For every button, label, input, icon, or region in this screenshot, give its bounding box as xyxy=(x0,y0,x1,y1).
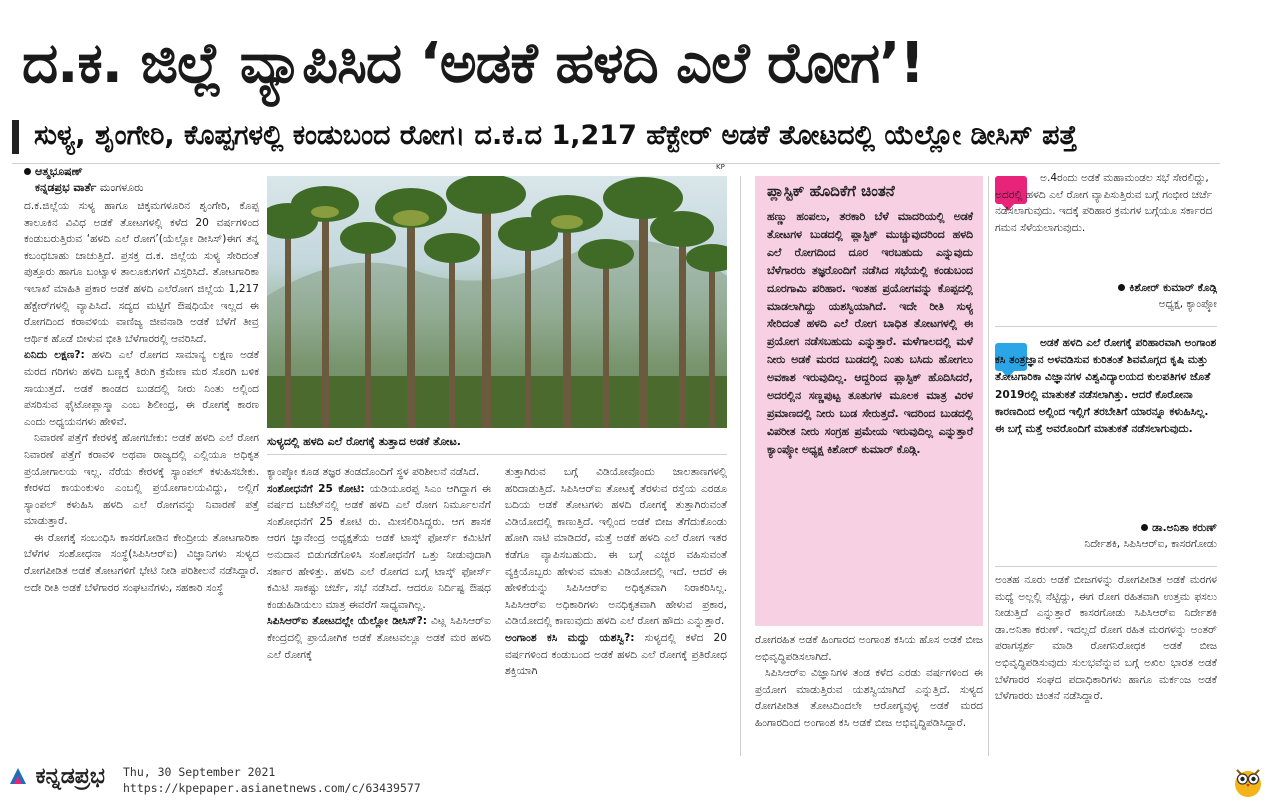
col3-subhead-tissue: ಅಂಗಾಂಶ ಕಸಿ ಮದ್ದು ಯಶಸ್ವಿ?: xyxy=(505,631,635,644)
quote-1-name: ಕಿಶೋರ್ ಕುಮಾರ್ ಕೊಡ್ಗಿ xyxy=(1129,282,1217,294)
photo-credit: KP xyxy=(716,163,725,171)
col2-paragraph-1: ಕ್ಯಾಂಪ್ಕೋ ಕೂಡ ತಜ್ಞರ ತಂಡದೊಂದಿಗೆ ಸ್ಥಳ ಪರಿಶೀಲನೆ ನಡೆಸಿದೆ. xyxy=(267,466,480,478)
column-divider xyxy=(740,176,741,756)
col1-paragraph-2: ಹಳದಿ ಎಲೆ ರೋಗದ ಸಾಮಾನ್ಯ ಲಕ್ಷಣ ಅಡಕೆ ಮರದ ಗರಿಗಳು ಹಳದಿ ಬಣ್ಣಕ್ಕೆ ತಿರುಗಿ ಕ್ರಮೇಣ ಮರ ಸೊರಗಿ ಬಳಿಕ ಸಾಯುತ್ತದೆ. ಅಡಕೆ ಕಾಂಡದ ಬುಡದಲ್ಲಿ ನೀರು ನಿಂತು ಅಲ್ಲಿಂದ ಪಸರಿಸುವ ಫೈಟೋಪ್ಲಾಸ್ಮಾ ಎಂಬ ಶಿಲೀಂಧ್ರ, ಈ ರೋಗಕ್ಕೆ ಕಾರಣ ಎಂದು ಅಧ್ಯಯನಗಳು ಹೇಳಿವೆ. xyxy=(24,349,259,428)
quote-2-text: ಅಡಕೆ ಹಳದಿ ಎಲೆ ರೋಗಕ್ಕೆ ಪರಿಹಾರವಾಗಿ ಅಂಗಾಂಶ ಕಸಿ ತಂತ್ರಜ್ಞಾನ ಅಳವಡಿಸುವ ಕುರಿತಂತೆ ಶಿವಮೊಗ್ಗದ ಕೃಷಿ ಮತ್ತು ತೋಟಗಾರಿಕಾ ವಿಜ್ಞಾನಗಳ ವಿಶ್ವವಿದ್ಯಾಲಯದ ಕುಲಪತಿಗಳ ಜೊತೆ 2019ರಲ್ಲಿ ಮಾತುಕತೆ ನಡೆಸಲಾಗಿತ್ತು. ಆದರೆ ಕೊರೋನಾ ಕಾರಣದಿಂದ ಅಲ್ಲಿಂದ ಇಲ್ಲಿಗೆ ತರಬೇತಿಗೆ ಯಾರನ್ನೂ ಕಳುಹಿಸಿಲ್ಲ. ಈ ಬಗ್ಗೆ ಮತ್ತೆ ಅವರೊಂದಿಗೆ ಮಾತುಕತೆ ನಡೆಸಲಾಗುವುದು. xyxy=(995,337,1217,436)
photo-caption: ಸುಳ್ಯದಲ್ಲಿ ಹಳದಿ ಎಲೆ ರೋಗಕ್ಕೆ ತುತ್ತಾದ ಅಡಕೆ ತೋಟ. xyxy=(267,435,461,448)
divider xyxy=(995,326,1217,327)
bullet-icon xyxy=(24,168,31,175)
subheadline: ಸುಳ್ಯ, ಶೃಂಗೇರಿ, ಕೊಪ್ಪಗಳಲ್ಲಿ ಕಂಡುಬಂದ ರೋಗ। ದ.ಕ.ದ 1,217 ಹೆಕ್ಟೇರ್ ಅಡಕೆ ತೋಟದಲ್ಲಿ ಯೆಲ್ಲೋ ಡೀಸಿಸ್ ಪತ್ತೆ xyxy=(34,120,1078,151)
column-divider xyxy=(988,176,989,756)
quote-2-role: ನಿರ್ದೇಶಕಿ, ಸಿಪಿಸಿಆರ್‌ಐ, ಕಾಸರಗೋಡು xyxy=(1084,538,1217,550)
col5-paragraph-1: ಅಂತಹ ನೂರು ಅಡಕೆ ಬೀಜಗಳನ್ನು ರೋಗಪೀಡಿತ ಅಡಕೆ ಮರಗಳ ಮಧ್ಯೆ ಅಲ್ಲಲ್ಲಿ ನೆಟ್ಟಿದ್ದು, ಈಗ ರೋಗ ರಹಿತವಾಗಿ ಉತ್ತಮ ಫಸಲು ನೀಡುತ್ತಿದೆ ಎನ್ನುತ್ತಾರೆ ಕಾಸರಗೋಡು ಸಿಪಿಸಿಆರ್‌ಐ ನಿರ್ದೇಶಕಿ ಡಾ.ಅನಿತಾ ಕರುಣ್. ಇದಲ್ಲದೆ ರೋಗ ರಹಿತ ಮರಗಳನ್ನು ಅಂತರ್ ಪರಾಗಸ್ಪರ್ಶ ಮಾಡಿ ರೋಗನಿರೋಧಕ ಅಡಕೆ ಬೀಜ ಅಭಿವೃದ್ಧಿಪಡಿಸುವುದು ಸುಲಭವೆನ್ನುವ ಬಗ್ಗೆ ಅಖಿಲ ಭಾರತ ಅಡಕೆ ಬೆಳೆಗಾರರ ಸಂಘದ ಪದಾಧಿಕಾರಿಗಳು ಹಾಗೂ ಮರ್ಕಂಜ ಅಡಕೆ ಬೆಳೆಗಾರರು ಚಿಂತನೆ ನಡೆಸಿದ್ದಾರೆ. xyxy=(995,574,1217,703)
subheadline-bar xyxy=(12,110,1222,162)
col2-subhead-cpcri: ಸಿಪಿಸಿಆರ್‌ಐ ತೋಟದಲ್ಲೇ ಯೆಲ್ಲೋ ಡೀಸಿಸ್?: xyxy=(267,615,428,628)
article-column-3 xyxy=(505,464,727,754)
box-title: ಪ್ಲಾಸ್ಟಿಕ್ ಹೊದಿಕೆಗೆ ಚಿಂತನೆ xyxy=(767,182,895,200)
col1-subhead-symptoms: ಏನಿದು ಲಕ್ಷಣ?: xyxy=(24,349,85,362)
col4-paragraph-2: ಸಿಪಿಸಿಆರ್‌ಐ ವಿಜ್ಞಾನಿಗಳ ತಂಡ ಕಳೆದ ಎರಡು ವರ್ಷಗಳಿಂದ ಈ ಪ್ರಯೋಗ ಮಾಡುತ್ತಿರುವ ಯಶಸ್ವಿಯಾಗಿದೆ ಎನ್ನುತ್ತಿದೆ. ಸುಳ್ಯದ ರೋಗಪೀಡಿತ ತೋಟದಿಂದಲೇ ಆರೋಗ್ಯವುಳ್ಳ ಅಡಕೆ ಮರದ ಹಿಂಗಾರದಿಂದ ಅಂಗಾಂಶ ಕಸಿ ಅಡಕೆ ಬೀಜ ಅಭಿವೃದ್ಧಿಪಡಿಸಿದ್ದಾರೆ. xyxy=(755,667,983,729)
footer-meta xyxy=(123,764,421,796)
byline-author: ಆತ್ಮಭೂಷಣ್ xyxy=(35,165,83,178)
col1-paragraph-1: ದ.ಕ.ಜಿಲ್ಲೆಯ ಸುಳ್ಯ ಹಾಗೂ ಚಿಕ್ಕಮಗಳೂರಿನ ಶೃಂಗೇರಿ, ಕೊಪ್ಪ ತಾಲೂಕಿನ ವಿವಿಧ ಅಡಕೆ ತೋಟಗಳಲ್ಲಿ ಕಳೆದ 20 ವರ್ಷಗಳಿಂದ ಕಂಡುಬರುತ್ತಿರುವ ‘ಹಳದಿ ಎಲೆ ರೋಗ’(ಯೆಲ್ಲೋ ಡೀಸಿಸ್)ಈಗ ತನ್ನ ಕಬಂಧಬಾಹು ಚಾಚುತ್ತಿದೆ. ಪ್ರಸಕ್ತ ದ.ಕ. ಜಿಲ್ಲೆಯ ಸುಳ್ಯ ಸೇರಿದಂತೆ ಪುತ್ತೂರು ಹಾಗೂ ಬಂಟ್ವಾಳ ತಾಲೂಕುಗಳಿಗೆ ವಿಸ್ತರಿಸಿದೆ. ತೋಟಗಾರಿಕಾ ಇಲಾಖೆ ಮಾಹಿತಿ ಪ್ರಕಾರ ಅಡಕೆ ಹಳದಿ ಎಲೆರೋಗ ಜಿಲ್ಲೆಯ 1,217 ಹೆಕ್ಟೇರ್‌ಗಳಲ್ಲಿ ವ್ಯಾಪಿಸಿದೆ. ಸದ್ಯದ ಮಟ್ಟಿಗೆ ಔಷಧಿಯೇ ಇಲ್ಲದ ಈ ರೋಗದಿಂದ ಕರಾವಳಿಯ ವಾಣಿಜ್ಯ ಜೀವನಾಡಿ ಅಡಕೆ ಬೆಳೆಗೆ ತೀವ್ರ ಆರ್ಥಿಕ ಹೊಡೆ ಬೀಳುವ ಭೀತಿ ಬೆಳೆಗಾರರಲ್ಲಿ ಆವರಿಸಿದೆ. xyxy=(24,200,259,345)
divider xyxy=(267,454,727,455)
quote-2-attribution xyxy=(995,520,1217,552)
logo-triangle-icon xyxy=(8,766,28,786)
subheadline-marker xyxy=(12,120,19,154)
divider xyxy=(995,566,1217,567)
bullet-icon xyxy=(1118,284,1125,291)
col1-paragraph-4: ಈ ರೋಗಕ್ಕೆ ಸಂಬಂಧಿಸಿ ಕಾಸರಗೋಡಿನ ಕೇಂದ್ರೀಯ ತೋಟಗಾರಿಕಾ ಬೆಳೆಗಳ ಸಂಶೋಧನಾ ಸಂಸ್ಥೆ(ಸಿಪಿಸಿಆರ್‌ಐ) ವಿಜ್ಞಾನಿಗಳು ಸುಳ್ಯದ ರೋಗಪೀಡಿತ ಅಡಕೆ ತೋಟಗಳಿಗೆ ಭೇಟಿ ನೀಡಿ ಪರಿಶೀಲನೆ ನಡೆಸಿದ್ದಾರೆ. ಅದೇ ರೀತಿ ಅಡಕೆ ಬೆಳೆಗಾರರ ಸಂಘಟನೆಗಳು, ಸಹಕಾರಿ ಸಂಸ್ಥೆ xyxy=(24,531,259,594)
col3-paragraph-2: ಸುಳ್ಯದಲ್ಲಿ ಕಳೆದ 20 ವರ್ಷಗಳಿಂದ ಕಂಡುಬಂದ ಅಡಕೆ ಹಳದಿ ಎಲೆ ರೋಗಕ್ಕೆ ಪ್ರತಿರೋಧ ಶಕ್ತಿಯಾಗಿ xyxy=(505,631,727,678)
byline-place: ಮಂಗಳೂರು xyxy=(99,181,144,194)
col2-subhead-research: ಸಂಶೋಧನೆಗೆ 25 ಕೋಟಿ: xyxy=(267,482,365,495)
box-body: ಹಣ್ಣು ಹಂಪಲು, ತರಕಾರಿ ಬೆಳೆ ಮಾದರಿಯಲ್ಲಿ ಅಡಕೆ ತೋಟಗಳ ಬುಡದಲ್ಲಿ ಪ್ಲಾಸ್ಟಿಕ್ ಮುಚ್ಚುವುದರಿಂದ ಹಳದಿ ಎಲೆ ರೋಗದಿಂದ ದೂರ ಇರಬಹುದು ಎನ್ನುವುದು ಬೆಳೆಗಾರರು ತಜ್ಞರೊಂದಿಗೆ ನಡೆಸಿದ ಸಭೆಯಲ್ಲಿ ಕಂಡುಬಂದ ದೂರಗಾಮಿ ಪರಿಹಾರ. ಇಂತಹ ಪ್ರಯೋಗವನ್ನು ಕೊಪ್ಪದಲ್ಲಿ ಮಾಡಲಾಗಿದ್ದು ಯಶಸ್ವಿಯಾಗಿದೆ. ಇದೇ ರೀತಿ ಸುಳ್ಯ ಸೇರಿದಂತೆ ಹಳದಿ ಎಲೆ ರೋಗ ಬಾಧಿತ ತೋಟಗಳಲ್ಲಿ ಈ ಪ್ರಯೋಗ ನಡೆಸಬಹುದು ಎನ್ನುತ್ತಾರೆ. ಮಳೆಗಾಲದಲ್ಲಿ ಮಳೆ ನೀರು ಅಡಕೆ ಮರದ ಬುಡದಲ್ಲಿ ನಿಂತು ಬಸಿದು ಹೋಗಲು ಅವಕಾಶ ಇರುವುದಿಲ್ಲ. ಆದ್ದರಿಂದ ಪ್ಲಾಸ್ಟಿಕ್ ಹೊದಿಸಿದರೆ, ಅದರಲ್ಲಿನ ಸಣ್ಣಪುಟ್ಟ ತೂತುಗಳ ಮೂಲಕ ಮಾತ್ರ ವಿರಳ ಪ್ರಮಾಣದಲ್ಲಿ ನೀರು ಬುಡ ಸೇರುತ್ತದೆ. ಇದರಿಂದ ಬುಡದಲ್ಲಿ ವಿಪರೀತ ನೀರು ಸಂಗ್ರಹ ಪ್ರಮೇಯ ಇರುವುದಿಲ್ಲ ಎನ್ನುತ್ತಾರೆ ಕ್ಯಾಂಪ್ಕೋ ಅಧ್ಯಕ್ಷ ಕಿಶೋರ್ ಕುಮಾರ್ ಕೊಡ್ಗಿ. xyxy=(767,210,973,456)
col4-paragraph-1: ರೋಗರಹಿತ ಅಡಕೆ ಹಿಂಗಾರದ ಅಂಗಾಂಶ ಕಸಿಯ ಹೊಸ ಅಡಕೆ ಬೀಜ ಅಭಿವೃದ್ಧಿಪಡಿಸಲಾಗಿದೆ. xyxy=(755,634,983,663)
byline-agency: ಕನ್ನಡಪ್ರಭ ವಾರ್ತೆ xyxy=(35,181,97,194)
headline: ದ.ಕ. ಜಿಲ್ಲೆ ವ್ಯಾಪಿಸಿದ ‘ಅಡಕೆ ಹಳದಿ ಎಲೆ ರೋಗ’! xyxy=(22,31,924,96)
footer-url[interactable]: https://kpepaper.asianetnews.com/c/63439577 xyxy=(123,781,421,795)
article-column-5 xyxy=(995,572,1217,754)
col1-paragraph-3: ನಿವಾರಣೆ ಪತ್ತೆಗೆ ಕೇರಳಕ್ಕೆ ಹೋಗಬೇಕು: ಅಡಕೆ ಹಳದಿ ಎಲೆ ರೋಗ ನಿವಾರಣೆ ಪತ್ತೆಗೆ ಕರಾವಳಿ ಅಥವಾ ರಾಜ್ಯದಲ್ಲಿ ಎಲ್ಲಿಯೂ ಅಧಿಕೃತ ಪ್ರಯೋಗಾಲಯ ಇಲ್ಲ. ನೆರೆಯ ಕೇರಳಕ್ಕೆ ಸ್ಯಾಂಪಲ್ ಕಳುಹಿಸಬೇಕು. ಕೇರಳದ ಕಾಯಂಕುಳಂ ಎಂಬಲ್ಲಿ ಪ್ರಯೋಗಾಲಯವಿದ್ದು, ಅಲ್ಲಿಗೆ ಸ್ಯಾಂಪಲ್ ಕಳುಹಿಸಿ ಹಳದಿ ಎಲೆ ರೋಗವನ್ನು ನಿವಾರಣೆ ಪತ್ತೆ ಮಾಡುತ್ತಾರೆ. xyxy=(24,432,259,528)
col2-paragraph-3: ವಿಟ್ಲ ಸಿಪಿಸಿಆರ್‌ಐ ಕೇಂದ್ರದಲ್ಲಿ ಪ್ರಾಯೋಗಿಕ ಅಡಕೆ ತೋಟವಲ್ಲೂ ಅಡಕೆ ಮರ ಹಳದಿ ಎಲೆ ರೋಗಕ್ಕೆ xyxy=(267,615,491,661)
bullet-icon xyxy=(1141,524,1148,531)
byline xyxy=(24,164,259,196)
kannadaprabha-logo xyxy=(8,764,105,789)
article-column-2 xyxy=(267,464,491,754)
col2-paragraph-2: ಯಡಿಯೂರಪ್ಪ ಸಿಎಂ ಆಗಿದ್ದಾಗ ಈ ವರ್ಷದ ಬಜೆಟ್‌ನಲ್ಲಿ ಅಡಕೆ ಹಳದಿ ಎಲೆ ರೋಗ ನಿರ್ಮೂಲನೆಗೆ ಸಂಶೋಧನೆಗೆ 25 ಕೋಟಿ ರು. ಮೀಸಲಿರಿಸಿದ್ದರು. ಆಗ ಶಾಸಕ ಆರಗ ಜ್ಞಾನೇಂದ್ರ ಅಧ್ಯಕ್ಷತೆಯ ಅಡಕೆ ಟಾಸ್ಕ್ ಫೋರ್ಸ್ ಕಮಿಟಿಗೆ ಅನುದಾನ ಬಿಡುಗಡೆಗೊಳಿಸಿ ಸಂಶೋಧನೆಗೆ ಒತ್ತು ನೀಡುವುದಾಗಿ ಸರ್ಕಾರ ಹೇಳಿತ್ತು. ಹಳದಿ ಎಲೆ ರೋಗದ ಬಗ್ಗೆ ಟಾಸ್ಕ್ ಫೋರ್ಸ್ ಕಮಿಟಿ ಸಾಕಷ್ಟು ಚರ್ಚೆ, ಸಭೆ ನಡೆಸಿದೆ. ಆದರೂ ನಿರ್ದಿಷ್ಟ ಔಷಧ ಕಂಡುಹಿಡಿಯಲು ಮಾತ್ರ ಈವರೆಗೆ ಸಾಧ್ಯವಾಗಿಲ್ಲ. xyxy=(267,482,491,611)
areca-plantation-photo xyxy=(267,176,727,428)
quote-1-attribution xyxy=(995,280,1217,312)
col3-paragraph-1: ತುತ್ತಾಗಿರುವ ಬಗ್ಗೆ ವಿಡಿಯೋವೊಂದು ಜಾಲತಾಣಗಳಲ್ಲಿ ಹರಿದಾಡುತ್ತಿದೆ. ಸಿಪಿಸಿಆರ್‌ಐ ತೋಟಕ್ಕೆ ತೆರಳುವ ರಸ್ತೆಯ ಎರಡೂ ಬದಿಯ ಅಡಕೆ ತೋಟಗಳು ಹಳದಿ ರೋಗಕ್ಕೆ ತುತ್ತಾಗಿರುವಂತೆ ವಿಡಿಯೋದಲ್ಲಿ ಕಾಣುತ್ತಿದೆ. ಇಲ್ಲಿಂದ ಅಡಕೆ ಬೀಜ ತೆಗೆದುಕೊಂಡು ಹೋಗಿ ನಾಟಿ ಮಾಡಿದರೆ, ಮತ್ತೆ ಅಡಕೆ ಹಳದಿ ಎಲೆ ರೋಗ ಇತರ ಕಡೆಗೂ ವ್ಯಾಪಿಸಬಹುದು. ಈ ಬಗ್ಗೆ ಎಚ್ಚರ ವಹಿಸುವಂತೆ ವ್ಯಕ್ತಿಯೊಬ್ಬರು ಹೇಳುವ ಮಾತು ವಿಡಿಯೋದಲ್ಲಿ ಇದೆ. ಆದರೆ ಈ ಹೇಳಿಕೆಯನ್ನು ಸಿಪಿಸಿಆರ್‌ಐ ಅಧಿಕೃತವಾಗಿ ನಿರಾಕರಿಸಿಲ್ಲ. ಸಿಪಿಸಿಆರ್‌ಐ ಅಧಿಕಾರಿಗಳು ಅನಧಿಕೃತವಾಗಿ ಹೇಳುವ ಪ್ರಕಾರ, ವಿಡಿಯೋದಲ್ಲಿ ಕಾಣುವುದು ಹಳದಿ ಎಲೆ ರೋಗ ಹೌದು ಎನ್ನುತ್ತಾರೆ. xyxy=(505,466,727,628)
owl-mascot-icon xyxy=(1232,764,1264,798)
quote-1-role: ಅಧ್ಯಕ್ಷ, ಕ್ಯಾಂಪ್ಕೋ xyxy=(1158,298,1217,310)
quote-2-name: ಡಾ.ಅನಿತಾ ಕರುಣ್ xyxy=(1152,522,1217,534)
article-column-4 xyxy=(755,632,983,754)
areca-trees-illustration xyxy=(267,176,727,428)
quote-1-text: ಅ.4ರಂದು ಅಡಕೆ ಮಹಾಮಂಡಲ ಸಭೆ ಸೇರಲಿದ್ದು, ಅದರಲ್ಲಿ ಹಳದಿ ಎಲೆ ರೋಗ ವ್ಯಾಪಿಸುತ್ತಿರುವ ಬಗ್ಗೆ ಗಂಭೀರ ಚರ್ಚೆ ನಡೆಸಲಾಗುವುದು. ಇದಕ್ಕೆ ಪರಿಹಾರ ಕ್ರಮಗಳ ಬಗ್ಗೆಯೂ ಸರ್ಕಾರದ ಗಮನ ಸೆಳೆಯಲಾಗುವುದು. xyxy=(995,172,1213,235)
footer-date: Thu, 30 September 2021 xyxy=(123,765,276,779)
article-column-1 xyxy=(24,198,259,750)
logo-text: ಕನ್ನಡಪ್ರಭ xyxy=(35,764,105,789)
plastic-cover-box xyxy=(755,176,983,626)
owl-icon xyxy=(1232,764,1264,798)
